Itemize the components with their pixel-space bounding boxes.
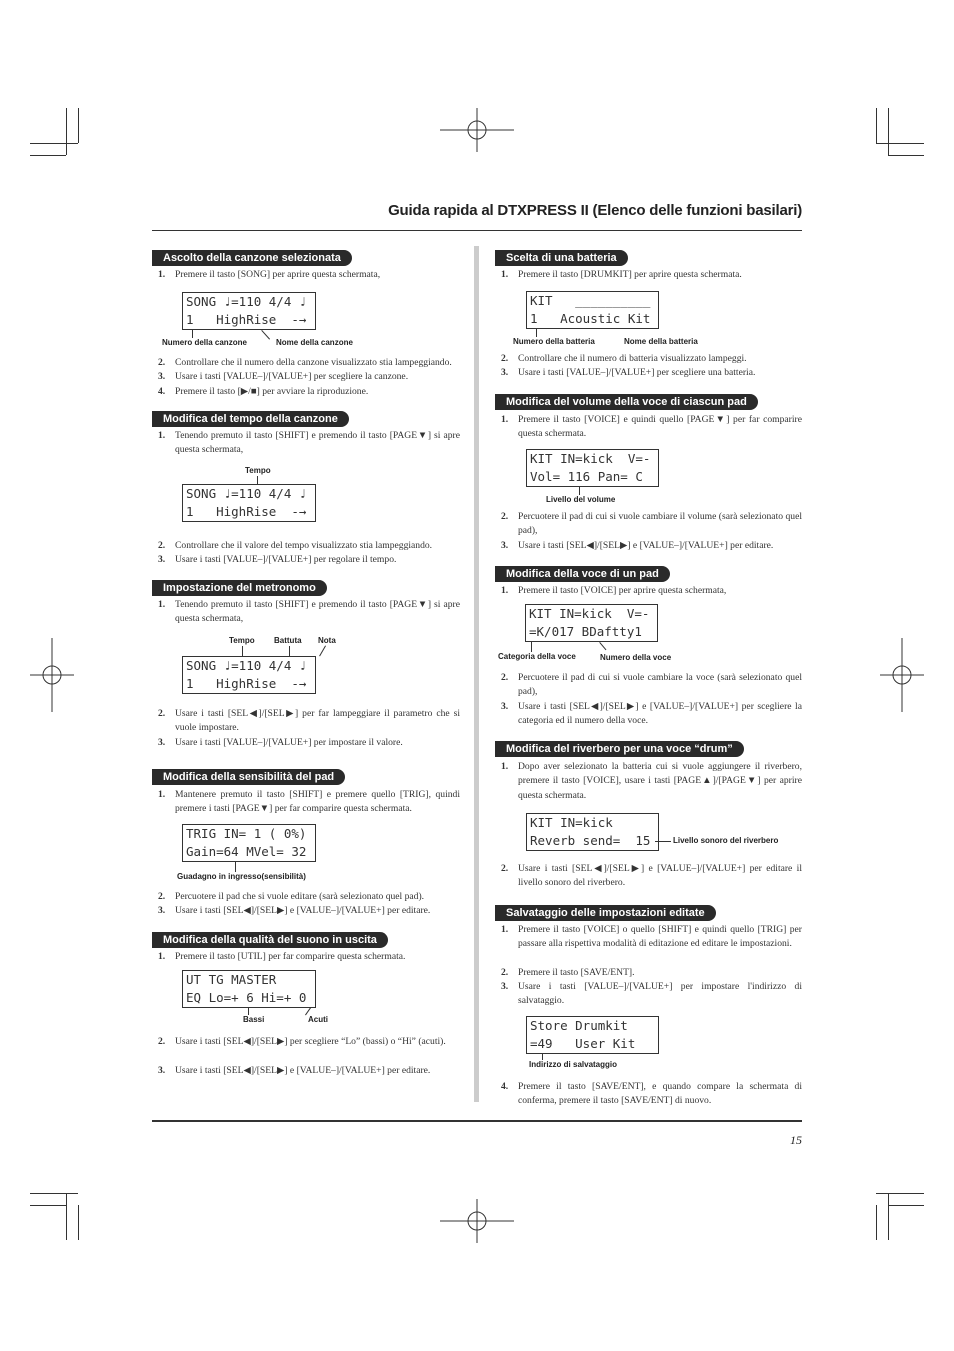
step-item: 1. Tenendo premuto il tasto [SHIFT] e premendo il tasto [PAGE▼] si apre questa schermata, (158, 599, 460, 625)
step-item: 3. Usare i tasti [VALUE–]/[VALUE+] per impostare l'indirizzo di salvataggio. (501, 981, 802, 1007)
step-item: 2. Percuotere il pad di cui si vuole cambiare la voce (sarà selezionato quel pad), (501, 672, 802, 698)
step-item: 1. Premere il tasto [VOICE] e quindi quello [PAGE▼] per far comparire questa schermata. (501, 414, 802, 440)
registration-mark-right (880, 638, 924, 712)
section-title: Modifica della sensibilità del pad (152, 769, 345, 785)
step-item: 3. Usare i tasti [SEL◀]/[SEL▶] e [VALUE–]/[VALUE+] per editare. (158, 1065, 431, 1076)
step-item: 4. Premere il tasto [SAVE/ENT], e quando compare la schermata di conferma, premere il tasto [SAVE/ENT] di nuovo. (501, 1081, 802, 1107)
caption: Acuti (308, 1015, 328, 1024)
registration-mark-bottom (440, 1199, 514, 1243)
registration-mark-left (30, 638, 74, 712)
step-item: 3. Usare i tasti [SEL◀]/[SEL▶] e [VALUE–]/[VALUE+] per scegliere la categoria ed il numero della voce. (501, 701, 802, 727)
step-item: 2. Percuotere il pad di cui si vuole cambiare il volume (sarà selezionato quel pad), (501, 511, 802, 537)
section-title: Modifica del tempo della canzone (152, 411, 349, 427)
caption: Guadagno in ingresso(sensibilità) (177, 872, 306, 881)
step-item: 1. Premere il tasto [DRUMKIT] per aprire questa schermata. (501, 269, 742, 280)
step-item: 1. Premere il tasto [UTIL] per far comparire questa schermata. (158, 951, 406, 962)
step-item: 3. Usare i tasti [VALUE–]/[VALUE+] per regolare il tempo. (158, 554, 397, 565)
step-item: 3. Usare i tasti [VALUE–]/[VALUE+] per impostare il valore. (158, 737, 403, 748)
section-title: Impostazione del metronomo (152, 580, 327, 596)
caption: Numero della batteria (513, 337, 595, 346)
caption: Nome della canzone (276, 338, 353, 347)
section-title: Scelta di una batteria (495, 250, 628, 266)
section-title: Modifica della qualità del suono in uscita (152, 932, 388, 948)
caption: Categoria della voce (498, 652, 576, 661)
footer-rule (152, 1120, 802, 1122)
caption: Nome della batteria (624, 337, 698, 346)
caption: Bassi (243, 1015, 265, 1024)
caption: Tempo (245, 466, 271, 475)
lcd-screen: SONG ♩=110 4/4 ♩ 1 HighRise -→ (182, 292, 316, 330)
step-item: 2. Usare i tasti [SEL◀]/[SEL▶] per scegliere “Lo” (bassi) o “Hi” (acuti). (158, 1036, 446, 1047)
caption: Nota (318, 636, 336, 645)
page-number: 15 (790, 1133, 802, 1147)
step-item: 2. Controllare che il valore del tempo visualizzato stia lampeggiando. (158, 540, 433, 551)
lcd-screen: KIT __________ 1 Acoustic Kit (526, 291, 659, 329)
section-title: Modifica della voce di un pad (495, 566, 670, 582)
header-rule (152, 230, 802, 231)
page-title: Guida rapida al DTXPRESS II (Elenco delle funzioni basilari) (388, 202, 802, 219)
caption: Indirizzo di salvataggio (529, 1060, 618, 1069)
lcd-screen: SONG ♩=110 4/4 ♩ 1 HighRise -→ (182, 656, 316, 694)
lcd-screen: SONG ♩=110 4/4 ♩ 1 HighRise -→ (182, 484, 316, 522)
section-title: Salvataggio delle impostazioni editate (495, 905, 716, 921)
registration-mark-top (440, 108, 514, 152)
section-title: Modifica del volume della voce di ciascun pad (495, 394, 758, 410)
step-item: 1. Premere il tasto [VOICE] o quello [SHIFT] e quindi quello [TRIG] per passare alla rispettiva modalità di editazione ed editare le impostazioni. (501, 924, 802, 950)
step-item: 1. Mantenere premuto il tasto [SHIFT] e premere quello [TRIG], quindi premere i tasti [PAGE▼] per far comparire questa schermata. (158, 789, 460, 815)
caption: Livello del volume (546, 495, 616, 504)
step-item: 3. Usare i tasti [VALUE–]/[VALUE+] per scegliere una batteria. (501, 367, 756, 378)
caption: Battuta (274, 636, 302, 645)
step-item: 1. Tenendo premuto il tasto [SHIFT] e premendo il tasto [PAGE▼] si apre questa schermata, (158, 430, 460, 456)
caption: Numero della voce (600, 653, 672, 662)
step-item: 2. Usare i tasti [SEL◀]/[SEL▶] per far lampeggiare il parametro che si vuole impostare. (158, 708, 460, 734)
lcd-screen: KIT IN=kick Reverb send= 15 (526, 813, 659, 851)
caption: Numero della canzone (162, 338, 247, 347)
caption: Tempo (229, 636, 255, 645)
step-item: 2. Controllare che il numero di batteria visualizzato lampeggi. (501, 353, 747, 364)
lcd-screen: UT TG MASTER EQ Lo=+ 6 Hi=+ 0 (182, 970, 316, 1008)
step-item: 2. Premere il tasto [SAVE/ENT]. (501, 967, 635, 978)
column-divider (474, 246, 479, 1102)
step-item: 4. Premere il tasto [▶/■] per avviare la riproduzione. (158, 386, 369, 397)
step-item: 2. Controllare che il numero della canzone visualizzato stia lampeggiando. (158, 357, 452, 368)
step-item: 3. Usare i tasti [SEL◀]/[SEL▶] e [VALUE–]/[VALUE+] per editare. (158, 905, 431, 916)
section-title: Ascolto della canzone selezionata (152, 250, 352, 266)
lcd-screen: TRIG IN= 1 ( 0%) Gain=64 MVel= 32 (182, 824, 316, 862)
section-title: Modifica del riverbero per una voce “drum” (495, 741, 744, 757)
step-item: 3. Usare i tasti [VALUE–]/[VALUE+] per scegliere la canzone. (158, 371, 409, 382)
step-item: 2. Percuotere il pad che si vuole editare (sarà selezionato quel pad). (158, 891, 425, 902)
step-item: 1. Premere il tasto [SONG] per aprire questa schermata, (158, 269, 381, 280)
lcd-screen: Store Drumkit =49 User Kit (526, 1016, 659, 1054)
step-item: 1. Premere il tasto [VOICE] per aprire questa schermata, (501, 585, 727, 596)
step-item: 3. Usare i tasti [SEL◀]/[SEL▶] e [VALUE–]/[VALUE+] per editare. (501, 540, 774, 551)
lcd-screen: KIT IN=kick V=- =K/017 BDaftty1 (525, 604, 658, 642)
caption: Livello sonoro del riverbero (673, 836, 779, 845)
step-item: 1. Dopo aver selezionato la batteria cui si vuole aggiungere il riverbero, premere il tasto [VOICE], usare i tasti [PAGE▲]/[PAGE▼] per aprire questa schermata. (501, 761, 802, 801)
lcd-screen: KIT IN=kick V=- Vol= 116 Pan= C (526, 449, 659, 487)
step-item: 2. Usare i tasti [SEL◀]/[SEL▶] e [VALUE–]/[VALUE+] per editare il livello sonoro del riverbero. (501, 863, 802, 889)
